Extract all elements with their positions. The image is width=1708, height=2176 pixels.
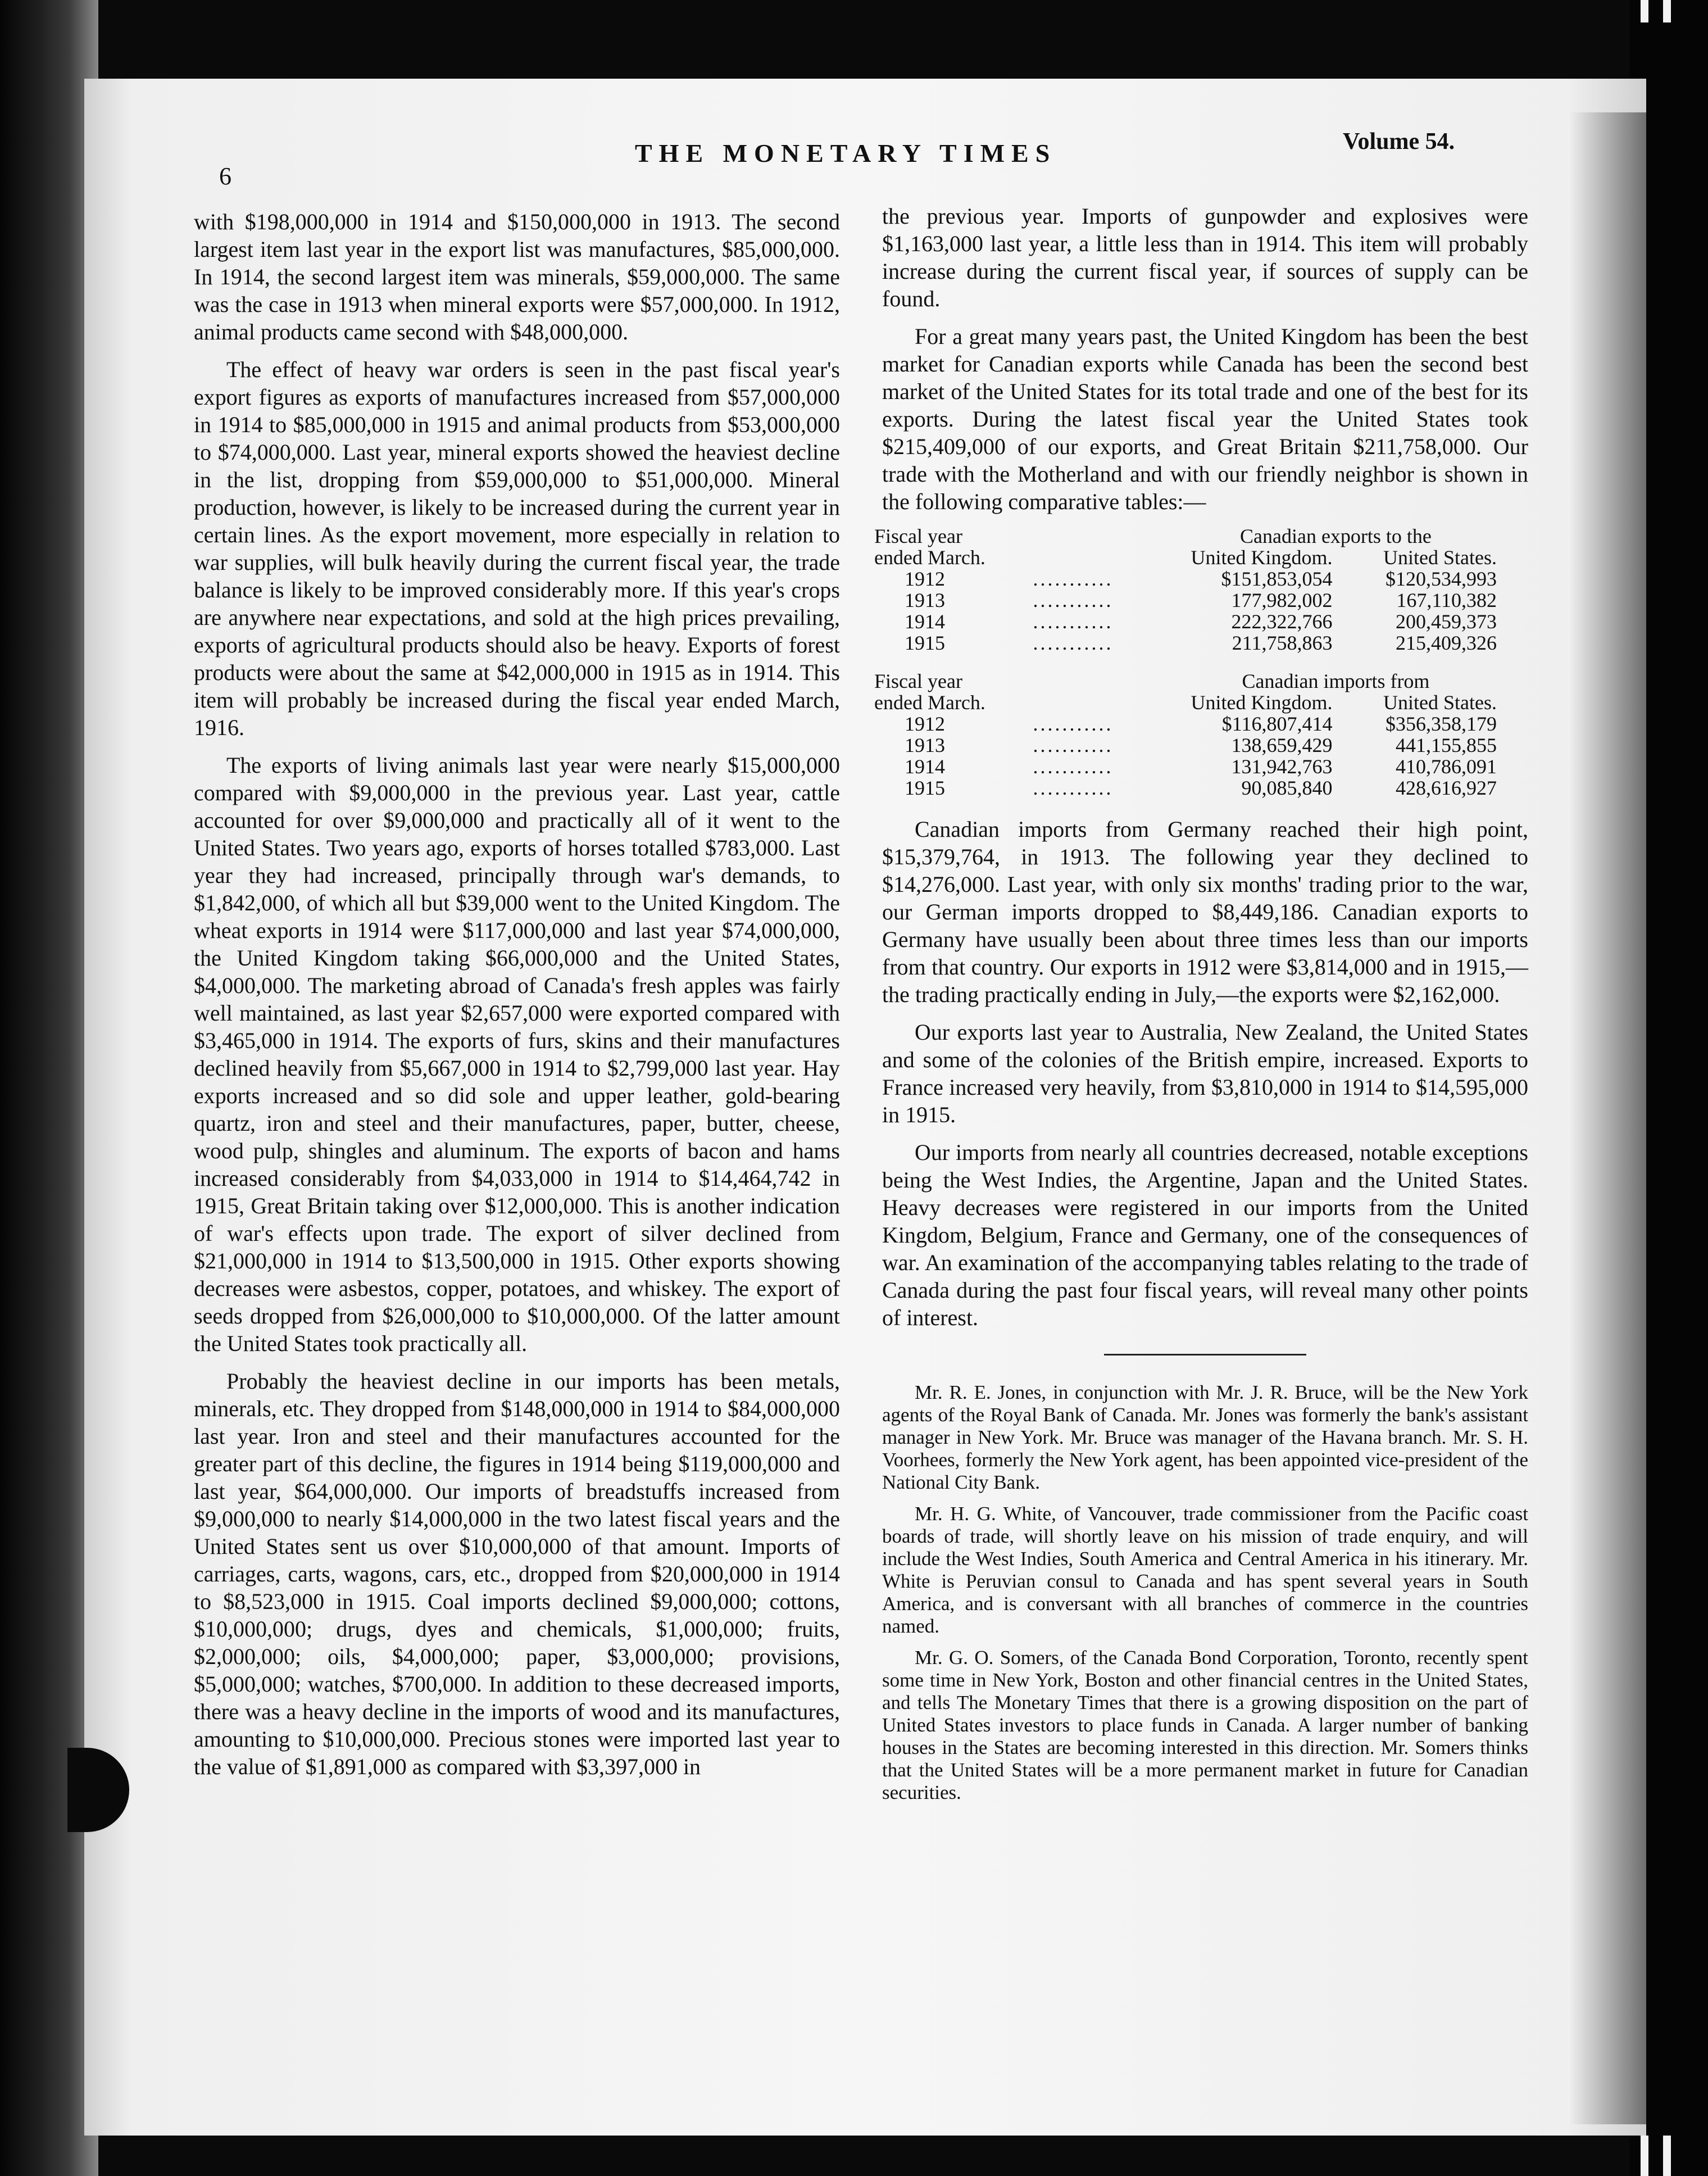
year-cell: 1913 (905, 734, 945, 756)
column-header-uk: United Kingdom. (1191, 691, 1333, 714)
year-cell: 1912 (905, 568, 945, 590)
year-cell: 1914 (905, 755, 945, 778)
uk-value: 177,982,002 (1231, 589, 1333, 611)
us-value: 215,409,326 (1396, 632, 1497, 654)
uk-value: 131,942,763 (1231, 755, 1333, 778)
table-row (871, 632, 1500, 654)
fiscal-year-label: ended March. (874, 546, 985, 569)
table-row (871, 568, 1500, 590)
table-group-title: Canadian exports to the (1240, 525, 1432, 547)
uk-value: 222,322,766 (1231, 610, 1333, 633)
table-row (871, 756, 1500, 777)
year-cell: 1915 (905, 777, 945, 799)
us-value: 410,786,091 (1396, 755, 1497, 778)
paragraph: The exports of living animals last year were nearly $15,000,000 compared with $9,000,000 in the previous year. Last year, cattle accounted for over $9,000,000 and practically all of it went to the United States. Two years ago, exports of horses totalled $783,000. Last year they had increased, principally through war's demands, to $1,842,000, of which all but $39,000 went to the United Kingdom. The wheat exports in 1914 were $117,000,000 and last year $74,000,000, the United Kingdom taking $66,000,000 and the United States, $4,000,000. The marketing abroad of Canada's fresh apples was fairly well maintained, as last year $2,657,000 were exported compared with $3,465,000 in 1914. The exports of furs, skins and their manufactures declined heavily from $5,667,000 in 1914 to $2,799,000 last year. Hay exports increased and so did sole and upper leather, gold-bearing quartz, iron and steel and their manufactures, paper, butter, cheese, wood pulp, shingles and aluminum. The exports of bacon and hams increased considerably from $4,033,000 in 1914 to $14,464,742 in 1915, Great Britain taking over $12,000,000. This is another indication of war's effects upon trade. The export of silver declined from $21,000,000 in 1914 to $13,500,000 in 1915. Other exports showing decreases were asbestos, copper, potatoes, and whiskey. The export of seeds dropped from $26,000,000 to $10,000,000. Of the latter amount the United States took practically all. (194, 752, 840, 1356)
newspaper-page (84, 79, 1646, 2136)
us-value: 200,459,373 (1396, 610, 1497, 633)
us-value: 441,155,855 (1396, 734, 1497, 756)
paragraph: Our imports from nearly all countries decreased, notable exceptions being the West Indies, the Argentine, Japan and the United States. Heavy decreases were registered in our imports from the United Kingdom, Belgium, France and Germany, one of the consequences of war. An examination of the accompanying tables relating to the trade of Canada during the past four fiscal years, will reveal many other points of interest. (882, 1140, 1528, 1330)
uk-value: 211,758,863 (1232, 632, 1333, 654)
running-head (84, 129, 1646, 190)
table-group-title: Canadian imports from (1242, 670, 1430, 692)
paragraph: Probably the heaviest decline in our imports has been metals, minerals, etc. They dropped from $148,000,000 in 1914 to $84,000,000 last year. Iron and steel and their manufactures accounted for the greater part of this decline, the figures in 1914 being $119,000,000 and last year, $64,000,000. Our imports of breadstuffs increased from $9,000,000 to nearly $14,000,000 in the two latest fiscal years and the United States sent us over $10,000,000 of that amount. Imports of carriages, carts, wagons, cars, etc., dropped from $20,000,000 in 1914 to $8,523,000 in 1915. Coal imports declined $9,000,000; cottons, $10,000,000; drugs, dyes and chemicals, $1,000,000; fruits, $2,000,000; oils, $4,000,000; paper, $3,000,000; provisions, $5,000,000; watches, $700,000. In addition to these decreased imports, there was a heavy decline in the imports of wood and its manufactures, amounting to $10,000,000. Precious stones were imported last year to the value of $1,891,000 as compared with $3,397,000 in (194, 1368, 840, 1779)
news-note: Mr. R. E. Jones, in conjunction with Mr. J. R. Bruce, will be the New York agents of the Royal Bank of Canada. Mr. Jones was formerly the bank's assistant manager in New York. Mr. Bruce was manager of the Havana branch. Mr. S. H. Voorhees, formerly the New York agent, has been appointed vice-president of the National City Bank. (882, 1381, 1528, 1493)
page-gutter (1568, 112, 1646, 2124)
column-header-uk: United Kingdom. (1191, 546, 1333, 569)
news-note: Mr. G. O. Somers, of the Canada Bond Corporation, Toronto, recently spent some time in New York, Boston and other financial centres in the United States, and tells The Monetary Times that there is a growing disposition on the part of United States investors to place funds in Canada. A larger number of banking houses in the States are becoming interested in this direction. Mr. Somers thinks that the United States will be a more permanent market in future for Canadian securities. (882, 1647, 1528, 1803)
column-header-us: United States. (1383, 546, 1497, 569)
year-cell: 1913 (905, 589, 945, 611)
right-column (874, 202, 1528, 1813)
paragraph: The effect of heavy war orders is seen in the past fiscal year's export figures as exports of manufactures increased from $57,000,000 in 1914 to $85,000,000 in 1915 and animal products from $53,000,000 to $74,000,000. Last year, mineral exports showed the heaviest decline in the list, dropping from $59,000,000 to $51,000,000. Mineral production, however, is likely to be increased during the current year in certain lines. As the export movement, more especially in relation to war supplies, will bulk heavily during the current fiscal year, the trade balance is likely to be improved considerably more. If this year's crops are anywhere near expectations, and sold at the high prices prevailing, exports of agricultural products should also be heavy. Exports of forest products were about the same at $42,000,000 in 1915 as in 1914. This item will probably be increased during the fiscal year ended March, 1916. (194, 357, 840, 740)
leader-dots: ........... (1033, 713, 1114, 735)
leader-dots: ........... (1033, 777, 1114, 799)
fiscal-year-label: Fiscal year (874, 525, 962, 547)
uk-value: $151,853,054 (1221, 568, 1333, 590)
table-row (871, 611, 1500, 632)
us-value: 428,616,927 (1396, 777, 1497, 799)
paragraph: the previous year. Imports of gunpowder and explosives were $1,163,000 last year, a little less than in 1914. This item will probably increase during the current fiscal year, if sources of supply can be found. (882, 203, 1528, 311)
leader-dots: ........... (1033, 632, 1114, 654)
table-row (871, 735, 1500, 756)
leader-dots: ........... (1033, 756, 1114, 777)
uk-value: 90,085,840 (1241, 777, 1333, 799)
us-value: $120,534,993 (1386, 568, 1497, 590)
paragraph: with $198,000,000 in 1914 and $150,000,000 in 1913. The second largest item last year in the export list was manufactures, $85,000,000. In 1914, the second largest item was minerals, $59,000,000. The same was the case in 1913 when mineral exports were $57,000,000. In 1912, animal products came second with $48,000,000. (194, 209, 840, 344)
imports-table (871, 670, 1500, 799)
us-value: 167,110,382 (1396, 589, 1497, 611)
table-row (871, 590, 1500, 611)
uk-value: 138,659,429 (1231, 734, 1333, 756)
year-cell: 1915 (905, 632, 945, 654)
year-cell: 1912 (905, 713, 945, 735)
leader-dots: ........... (1033, 611, 1114, 632)
uk-value: $116,807,414 (1221, 713, 1333, 735)
column-header-us: United States. (1383, 691, 1497, 714)
leader-dots: ........... (1033, 568, 1114, 590)
news-note: Mr. H. G. White, of Vancouver, trade commissioner from the Pacific coast boards of trade, will shortly leave on his mission of trade enquiry, and will include the West Indies, South America and Central America in his itinerary. Mr. White is Peruvian consul to Canada and has spent several years in South America, and is conversant with all branches of commerce in the countries named. (882, 1503, 1528, 1637)
year-cell: 1914 (905, 610, 945, 633)
left-column (194, 208, 840, 1790)
scan-shadow-left (0, 0, 98, 2176)
journal-title: THE MONETARY TIMES (635, 139, 1057, 167)
fiscal-year-label: ended March. (874, 691, 985, 714)
paragraph: For a great many years past, the United Kingdom has been the best market for Canadian exports while Canada has been the second best market of the United States for its total trade and one of the best for its exports. During the latest fiscal year the United States took $215,409,000 of our exports, and Great Britain $211,758,000. Our trade with the Motherland and with our friendly neighbor is shown in the following comparative tables:— (882, 324, 1528, 514)
leader-dots: ........... (1033, 590, 1114, 611)
table-row (871, 713, 1500, 735)
paragraph: Our exports last year to Australia, New Zealand, the United States and some of the colonies of the British empire, increased. Exports to France increased very heavily, from $3,810,000 in 1914 to $14,595,000 in 1915. (882, 1019, 1528, 1127)
leader-dots: ........... (1033, 735, 1114, 756)
volume-label: Volume 54. (1343, 129, 1455, 155)
page-number: 6 (219, 162, 231, 190)
fiscal-year-label: Fiscal year (874, 670, 962, 692)
section-divider (1104, 1354, 1306, 1356)
exports-table (871, 525, 1500, 654)
us-value: $356,358,179 (1386, 713, 1497, 735)
table-row (871, 777, 1500, 799)
paragraph: Canadian imports from Germany reached their high point, $15,379,764, in 1913. The following year they declined to $14,276,000. Last year, with only six months' trading prior to the war, our German imports dropped to $8,449,186. Canadian exports to Germany have usually been about three times less than our imports from that country. Our exports in 1912 were $3,814,000 and in 1915,—the trading practically ending in July,—the exports were $2,162,000. (882, 817, 1528, 1007)
